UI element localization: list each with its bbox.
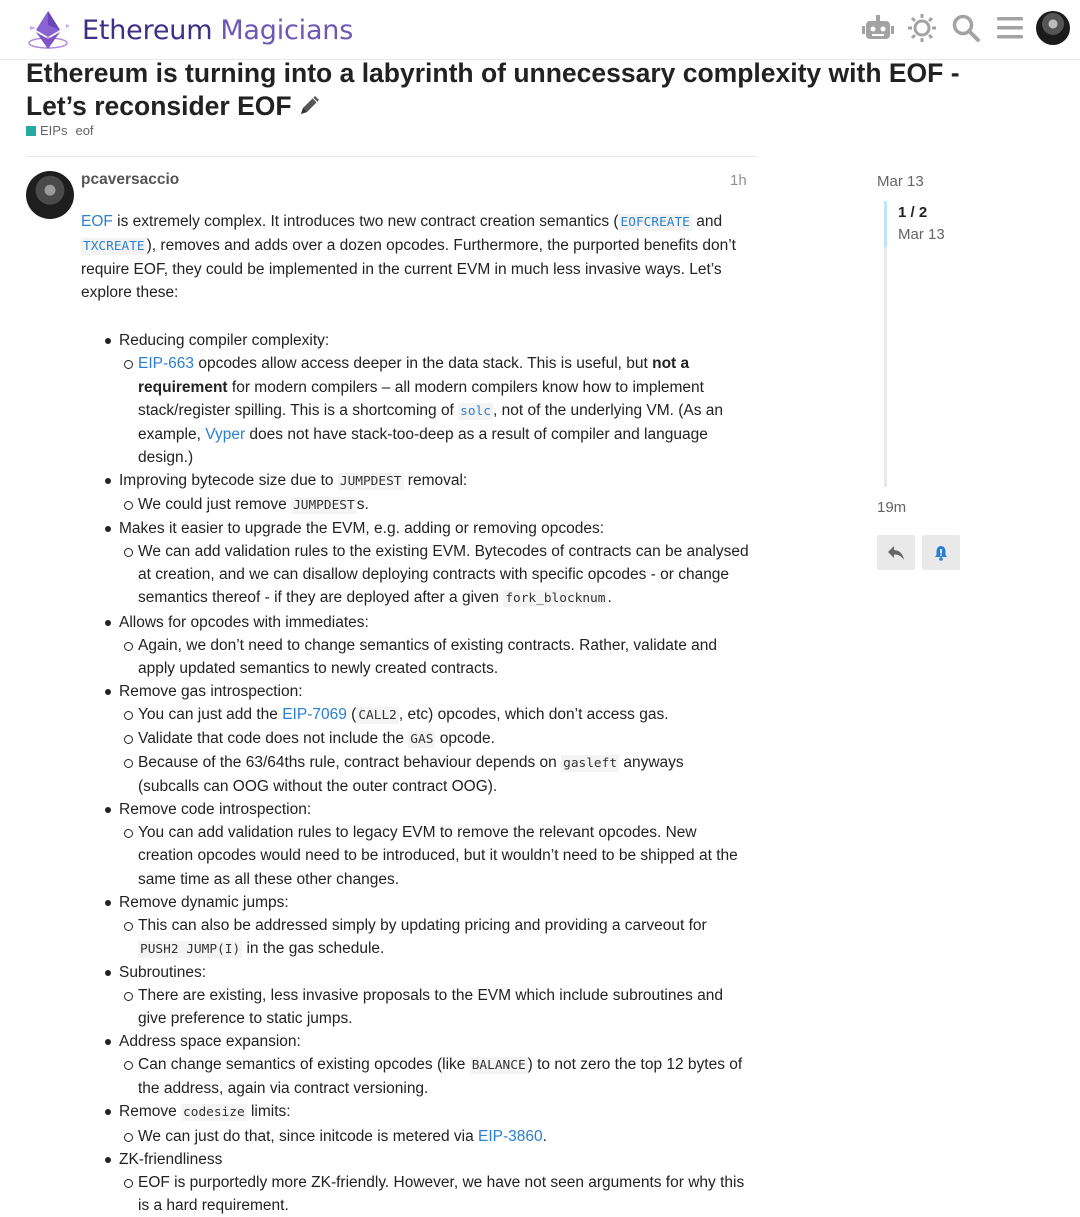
text: opcodes allow access deeper in the data stack. This is useful, but bbox=[194, 355, 653, 373]
code: solc bbox=[460, 403, 491, 419]
text: . bbox=[542, 1127, 547, 1145]
text: Validate that code does not include the bbox=[138, 729, 409, 747]
text: This can also be addressed simply by updating pricing and providing a carveout for bbox=[138, 916, 707, 934]
topic-title[interactable] bbox=[26, 57, 986, 125]
sub-list-item bbox=[138, 493, 749, 517]
code: JUMPDEST bbox=[339, 473, 402, 489]
sub-list bbox=[138, 1125, 749, 1148]
sub-list bbox=[138, 821, 749, 890]
sub-list bbox=[138, 914, 749, 961]
notification-button[interactable] bbox=[922, 535, 960, 570]
timeline-post-counter: 1 / 2 bbox=[898, 204, 928, 221]
benefits-list bbox=[119, 329, 749, 1217]
robot-icon[interactable] bbox=[860, 10, 896, 46]
search-icon[interactable] bbox=[948, 10, 984, 46]
text: . bbox=[607, 589, 612, 607]
code: CALL2 bbox=[358, 707, 397, 723]
list-item-label: Reducing compiler complexity: bbox=[119, 332, 330, 350]
sub-list-item: There are existing, less invasive proposals to the EVM which include subroutines and give preference to static jumps. bbox=[138, 984, 749, 1030]
solc-link[interactable] bbox=[458, 402, 493, 419]
sub-list bbox=[138, 984, 749, 1030]
post-body bbox=[81, 210, 749, 1217]
site-header bbox=[0, 0, 1080, 60]
text: s. bbox=[356, 496, 369, 514]
post-age[interactable]: 1h bbox=[730, 172, 747, 189]
text: We can just do that, since initcode is metered via bbox=[138, 1127, 479, 1145]
list-item bbox=[119, 1148, 749, 1217]
text: is extremely complex. It introduces two new contract creation semantics ( bbox=[112, 213, 619, 230]
timeline-start-date[interactable]: Mar 13 bbox=[877, 173, 924, 190]
post-intro bbox=[81, 210, 749, 304]
sub-list-item: You can add validation rules to legacy EVM to remove the relevant opcodes. New creation opcodes would need to be introduced, but it wouldn’t need to be shipped at the same time as all these other changes. bbox=[138, 821, 749, 890]
code: codesize bbox=[183, 1105, 245, 1121]
text: You can just add the bbox=[138, 705, 283, 723]
topic-title-text: Ethereum is turning into a labyrinth of unnecessary complexity with EOF - Let’s reconsider EOF bbox=[26, 58, 960, 121]
text: ( bbox=[346, 705, 357, 723]
sub-list-item bbox=[138, 352, 749, 468]
sun-icon[interactable] bbox=[904, 10, 940, 46]
list-item-label: Subroutines: bbox=[119, 963, 207, 981]
list-item bbox=[119, 469, 749, 517]
sub-list-item: Again, we don’t need to change semantics of existing contracts. Rather, validate and apply updated semantics to newly created contracts. bbox=[138, 634, 749, 680]
site-logo[interactable] bbox=[26, 8, 353, 52]
text: removal: bbox=[403, 471, 468, 489]
site-name-second: Magicians bbox=[220, 14, 354, 46]
text: Remove bbox=[119, 1103, 182, 1121]
text: Because of the 63/64ths rule, contract behaviour depends on bbox=[138, 754, 562, 772]
text: opcode. bbox=[435, 729, 495, 747]
timeline-scroll-handle[interactable] bbox=[884, 201, 887, 247]
ethereum-magicians-logo-icon bbox=[26, 8, 72, 52]
tag-link[interactable]: eof bbox=[75, 123, 94, 138]
list-item-label: Makes it easier to upgrade the EVM, e.g. adding or removing opcodes: bbox=[119, 520, 605, 538]
bell-icon bbox=[933, 545, 949, 561]
current-user-avatar[interactable] bbox=[1036, 11, 1070, 45]
text: We can add validation rules to the existing EVM. Bytecodes of contracts can be analysed at creation, and we can disallow deploying contracts with specific opcodes - or change semantics thereof - if they are deployed after a given bbox=[138, 543, 749, 607]
list-item-label: Address space expansion: bbox=[119, 1033, 301, 1051]
eofcreate-link[interactable] bbox=[619, 213, 692, 230]
timeline-current-date: Mar 13 bbox=[898, 226, 945, 243]
text: ), removes and adds over a dozen opcodes. Furthermore, the purported benefits don’t require EOF, they could be implemented in the current EVM in much less invasive ways. Let’s explore these: bbox=[81, 237, 736, 302]
list-item-label: Allows for opcodes with immediates: bbox=[119, 613, 369, 631]
vyper-link[interactable]: Vyper bbox=[205, 425, 246, 443]
sub-list-item bbox=[138, 727, 749, 751]
text: anyways (subcalls can OOG without the outer contract OOG). bbox=[138, 754, 684, 796]
list-item-label: Remove dynamic jumps: bbox=[119, 893, 289, 911]
eip-3860-link[interactable]: EIP-3860 bbox=[478, 1127, 543, 1145]
code: fork_blocknum bbox=[505, 591, 606, 607]
author-username[interactable]: pcaversaccio bbox=[81, 171, 180, 188]
title-divider bbox=[26, 156, 757, 157]
eof-link[interactable]: EOF bbox=[81, 213, 113, 230]
code: EOFCREATE bbox=[620, 215, 690, 230]
list-item-label: Remove code introspection: bbox=[119, 801, 312, 819]
code: GAS bbox=[410, 731, 434, 747]
header-icons bbox=[852, 10, 1070, 46]
list-item bbox=[119, 1100, 749, 1147]
code: BALANCE bbox=[471, 1058, 526, 1074]
topic-tags bbox=[26, 123, 94, 138]
text: in the gas schedule. bbox=[242, 939, 385, 957]
eip-663-link[interactable]: EIP-663 bbox=[138, 355, 195, 373]
list-item bbox=[119, 891, 749, 961]
sub-list-item bbox=[138, 1125, 749, 1148]
text: Can change semantics of existing opcodes (like bbox=[138, 1056, 470, 1074]
text: ) to not zero the top 12 bytes of the address, again via contract versioning. bbox=[138, 1056, 743, 1098]
sub-list bbox=[138, 352, 749, 468]
code: gasleft bbox=[563, 756, 618, 772]
text: , not of the underlying VM. (As an example, bbox=[138, 401, 724, 443]
site-name bbox=[82, 15, 353, 46]
code: TXCREATE bbox=[83, 239, 145, 255]
list-item-label: Remove gas introspection: bbox=[119, 682, 303, 700]
sub-list-item bbox=[138, 914, 749, 961]
hamburger-menu-icon[interactable] bbox=[992, 10, 1028, 46]
code: JUMPDEST bbox=[293, 498, 355, 514]
sub-list-item bbox=[138, 1053, 749, 1100]
bold-text: not a requirement bbox=[138, 355, 690, 396]
sub-list bbox=[138, 634, 749, 680]
list-item bbox=[119, 329, 749, 469]
list-item bbox=[119, 680, 749, 798]
text: Improving bytecode size due to bbox=[119, 471, 338, 489]
text: We could just remove bbox=[138, 496, 292, 514]
txcreate-link[interactable] bbox=[81, 237, 147, 254]
sub-list bbox=[138, 493, 749, 517]
text: limits: bbox=[246, 1103, 291, 1121]
site-name-first: Ethereum bbox=[82, 14, 213, 46]
edit-pencil-icon[interactable] bbox=[298, 92, 322, 125]
category-link[interactable]: EIPs bbox=[40, 123, 68, 138]
code: PUSH2 JUMP(I) bbox=[140, 941, 241, 957]
list-item-label: ZK-friendliness bbox=[119, 1150, 223, 1168]
text: and bbox=[691, 213, 723, 230]
reply-button[interactable] bbox=[877, 535, 915, 570]
reply-icon bbox=[887, 545, 905, 561]
list-item bbox=[119, 1030, 749, 1100]
sub-list-item bbox=[138, 703, 749, 727]
author-avatar[interactable] bbox=[26, 171, 74, 219]
sub-list-item bbox=[138, 540, 749, 610]
text: for modern compilers – all modern compilers know how to implement stack/register spilling. This is a shortcoming of bbox=[138, 378, 704, 419]
category-color-swatch bbox=[26, 126, 36, 136]
text: , etc) opcodes, which don’t access gas. bbox=[398, 705, 669, 723]
sub-list bbox=[138, 703, 749, 798]
text: does not have stack-too-deep as a result of compiler and language design.) bbox=[138, 425, 708, 466]
sub-list-item: EOF is purportedly more ZK-friendly. However, we have not seen arguments for why this is a hard requirement. bbox=[138, 1171, 749, 1217]
list-item bbox=[119, 798, 749, 890]
sub-list bbox=[138, 540, 749, 610]
eip-7069-link[interactable]: EIP-7069 bbox=[282, 705, 347, 723]
list-item bbox=[119, 961, 749, 1030]
list-item bbox=[119, 517, 749, 610]
sub-list bbox=[138, 1171, 749, 1217]
sub-list-item bbox=[138, 751, 749, 798]
sub-list bbox=[138, 1053, 749, 1100]
list-item bbox=[119, 611, 749, 680]
timeline-end-date[interactable]: 19m bbox=[877, 499, 907, 516]
